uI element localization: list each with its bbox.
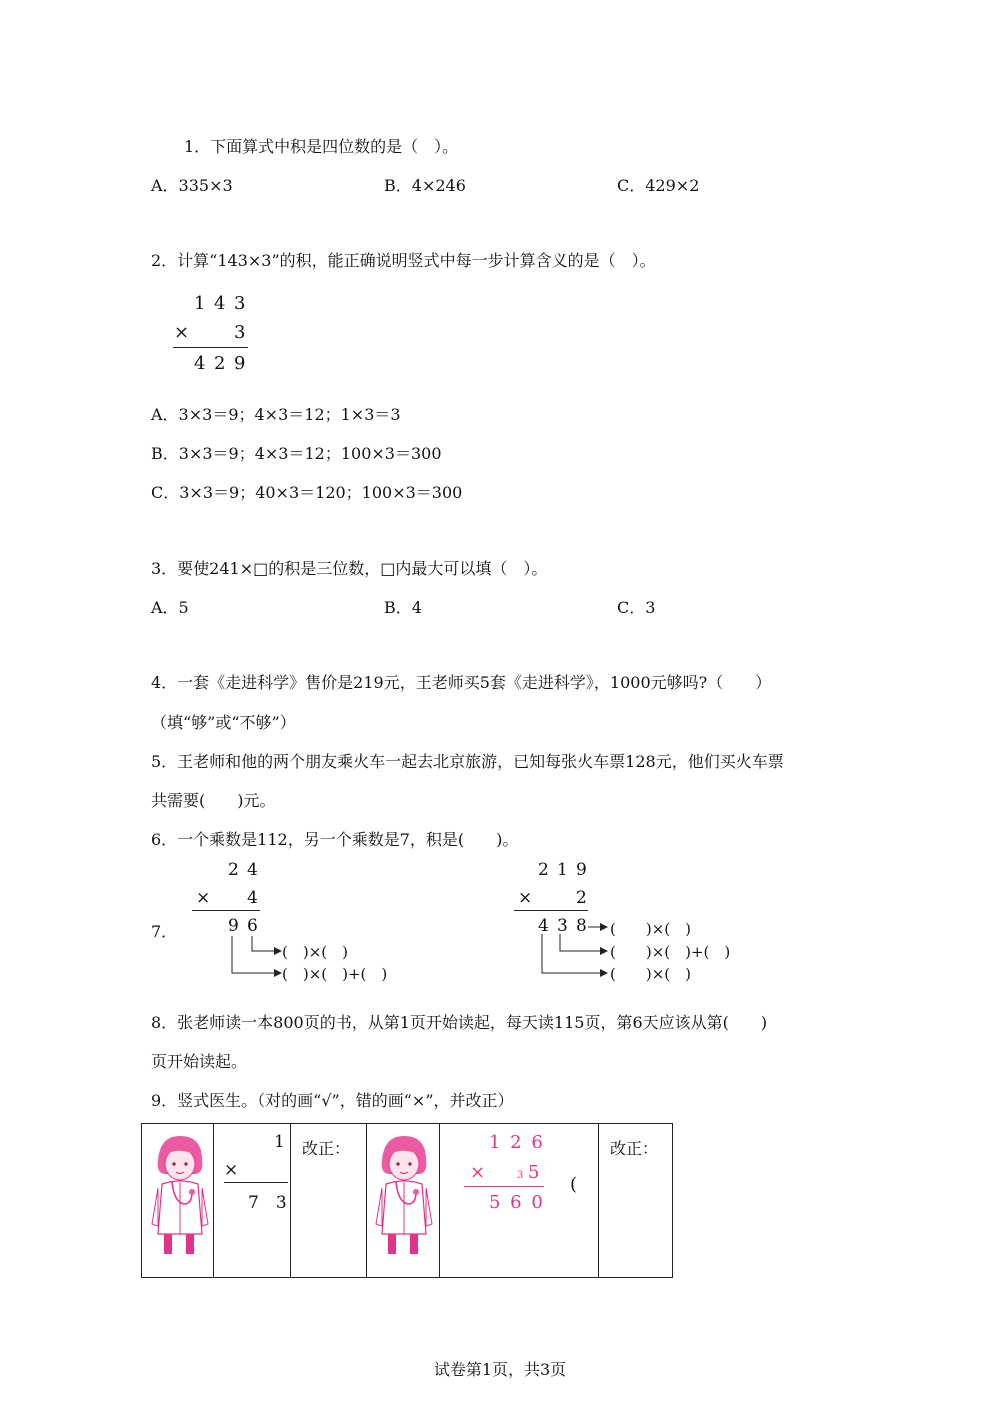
q7-right-times-sign: × [518, 888, 533, 908]
q2-stem: 2．计算“143×3”的积，能正确说明竖式中每一步计算含义的是（ ）。 [151, 251, 656, 270]
q9-left-times-sign: × [224, 1160, 239, 1180]
table-divider [439, 1124, 440, 1277]
q3-stem: 3．要使241×□的积是三位数，□内最大可以填（ ）。 [151, 559, 548, 578]
q7-label: 7． [151, 922, 178, 941]
q7-right-fill-2: ( )×( )+( ) [610, 943, 731, 961]
q3-option-c: C．3 [617, 598, 656, 617]
q7-right-rule [514, 910, 588, 911]
correction-label-2: 改正： [610, 1139, 659, 1158]
q7-left-result-digit: 9 [228, 916, 239, 936]
q1-option-c: C．429×2 [617, 176, 700, 195]
q8-line2: 页开始读起。 [151, 1052, 248, 1071]
q7-right-result-digit: 4 [538, 916, 549, 936]
q7-right-top-digit: 1 [557, 860, 568, 880]
q4-line1: 4．一套《走进科学》售价是219元，王老师买5套《走进科学》，1000元够吗?（ ） [151, 673, 772, 692]
q7-right-fill-1: ( )×( ) [610, 920, 691, 938]
q2-multiplier: 3 [234, 322, 246, 343]
correction-label-1: 改正： [302, 1139, 351, 1158]
q7-left-result-digit: 6 [247, 916, 258, 936]
q2-result-digit: 2 [214, 353, 226, 374]
q7-left-top-digit: 2 [228, 860, 239, 880]
q9-right-top: 1 2 6 [489, 1132, 545, 1153]
q5-line2: 共需要( )元。 [151, 791, 276, 810]
q9-stem: 9．竖式医生。（对的画“√”，错的画“×”，并改正） [151, 1091, 514, 1110]
q9-right-times-sign: × [470, 1162, 486, 1183]
q7-right-result-digit: 8 [576, 916, 587, 936]
q2-top-digit: 3 [234, 293, 246, 314]
q2-calc-rule [173, 347, 248, 348]
q7-left-rule [192, 910, 260, 911]
q9-left-top: 1 [274, 1132, 285, 1152]
q7-left-multiplier: 4 [247, 888, 258, 908]
q2-top-digit: 1 [194, 293, 206, 314]
q9-table [141, 1123, 673, 1278]
q7-right-arrows [536, 918, 616, 988]
q8-line1: 8．张老师读一本800页的书，从第1页开始读起，每天读115页，第6天应该从第( ) [151, 1013, 768, 1032]
q7-left-top-digit: 4 [247, 860, 258, 880]
q7-right-top-digit: 9 [576, 860, 587, 880]
q7-right-top-digit: 2 [538, 860, 549, 880]
q9-right-multiplier: 5 [528, 1162, 540, 1183]
table-divider [598, 1124, 599, 1277]
q1-option-a: A．335×3 [151, 176, 233, 195]
q2-option-c: C．3×3＝9；40×3＝120；100×3＝300 [151, 483, 463, 502]
q9-right-rule [464, 1186, 544, 1187]
q4-line2: （填“够”或“不够”） [151, 713, 296, 732]
q2-result-digit: 4 [194, 353, 206, 374]
q7-right-fill-3: ( )×( ) [610, 965, 691, 983]
q7-left-times-sign: × [196, 888, 211, 908]
q2-option-b: B．3×3＝9；4×3＝12；100×3＝300 [151, 444, 442, 463]
table-divider [213, 1124, 214, 1277]
q7-left-fill-2: ( )×( )+( ) [282, 965, 388, 983]
q2-top-digit: 4 [214, 293, 226, 314]
q2-option-a: A．3×3＝9；4×3＝12；1×3＝3 [151, 405, 401, 424]
q9-right-carry: 3 [517, 1170, 524, 1181]
q1-stem: 1．下面算式中积是四位数的是（ ）。 [184, 137, 459, 156]
doctor-illustration [374, 1132, 434, 1262]
page-footer: 试卷第1页，共3页 [433, 1360, 567, 1379]
q7-left-fill-1: ( )×( ) [282, 943, 348, 961]
q7-right-result-digit: 3 [557, 916, 568, 936]
q3-option-a: A．5 [151, 598, 189, 617]
table-divider [366, 1124, 367, 1277]
table-divider [290, 1124, 291, 1277]
q7-right-multiplier: 2 [576, 888, 587, 908]
q1-option-b: B．4×246 [384, 176, 466, 195]
q5-line1: 5．王老师和他的两个朋友乘火车一起去北京旅游，已知每张火车票128元，他们买火车票 [151, 752, 784, 771]
q2-times-sign: × [174, 322, 190, 343]
q3-option-b: B．4 [384, 598, 422, 617]
q9-paren: ( [570, 1174, 578, 1195]
q2-result-digit: 9 [234, 353, 246, 374]
q9-left-result: 7 3 [248, 1193, 287, 1213]
doctor-illustration [150, 1132, 210, 1262]
q9-right-result: 5 6 0 [489, 1192, 545, 1213]
q6-stem: 6．一个乘数是112，另一个乘数是7，积是( )。 [151, 830, 519, 849]
q7-left-arrows [228, 934, 288, 994]
q9-left-rule [224, 1182, 288, 1183]
